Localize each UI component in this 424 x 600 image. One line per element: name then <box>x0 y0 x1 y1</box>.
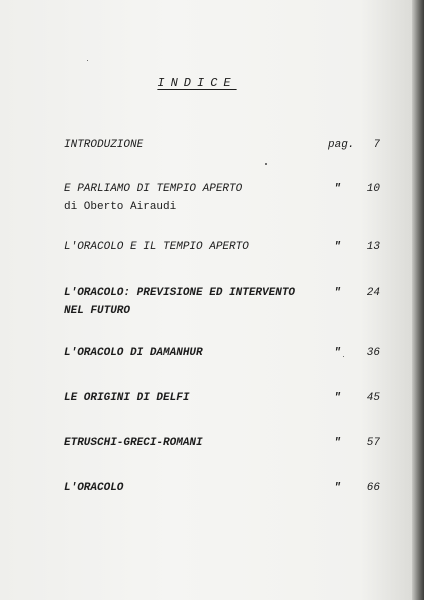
toc-entry-page: 24 <box>366 287 380 299</box>
toc-entry-ditto-mark: " <box>334 482 341 494</box>
toc-entry-title: L'ORACOLO <box>64 482 124 494</box>
toc-entry-page: 10 <box>366 183 380 195</box>
toc-entry-ditto-mark: " <box>334 392 341 404</box>
toc-entry-page-prefix: pag. <box>328 139 355 151</box>
toc-entry <box>64 284 384 320</box>
toc-entry <box>64 136 384 154</box>
toc-entry <box>64 389 384 407</box>
toc-entry-ditto-mark: " <box>334 437 341 449</box>
toc-entry-title: ETRUSCHI-GRECI-ROMANI <box>64 437 203 449</box>
toc-entry-title: LE ORIGINI DI DELFI <box>64 392 190 404</box>
toc-entry-title: L'ORACOLO: PREVISIONE ED INTERVENTO <box>64 287 296 299</box>
toc-entry-page: 45 <box>366 392 380 404</box>
toc-entry <box>64 238 384 256</box>
toc-entry-page: 57 <box>366 437 380 449</box>
toc-entry-ditto-mark: " <box>334 287 341 299</box>
toc-entry <box>64 180 384 216</box>
toc-entry-title-continued: NEL FUTURO <box>64 305 131 317</box>
print-speck <box>87 60 88 61</box>
toc-entry-ditto-mark: " <box>334 347 341 359</box>
toc-entry-ditto-mark: " <box>334 183 341 195</box>
print-speck <box>343 356 344 357</box>
toc-entry-page: 36 <box>366 347 380 359</box>
toc-entry-page: 7 <box>373 139 380 151</box>
toc-entry-title: INTRODUZIONE <box>64 139 144 151</box>
toc-entry-subtitle: di Oberto Airaudi <box>64 201 177 213</box>
toc-entry <box>64 344 384 362</box>
toc-entry-title: E PARLIAMO DI TEMPIO APERTO <box>64 183 243 195</box>
toc-entry <box>64 479 384 497</box>
toc-entry <box>64 434 384 452</box>
page-title: INDICE <box>157 76 237 90</box>
print-speck <box>265 163 267 165</box>
toc-entry-ditto-mark: " <box>334 241 341 253</box>
toc-entry-title: L'ORACOLO E IL TEMPIO APERTO <box>64 241 249 253</box>
toc-entry-page: 13 <box>366 241 380 253</box>
page-spine-shadow <box>412 0 424 600</box>
toc-entry-title: L'ORACOLO DI DAMANHUR <box>64 347 203 359</box>
toc-entry-page: 66 <box>366 482 380 494</box>
